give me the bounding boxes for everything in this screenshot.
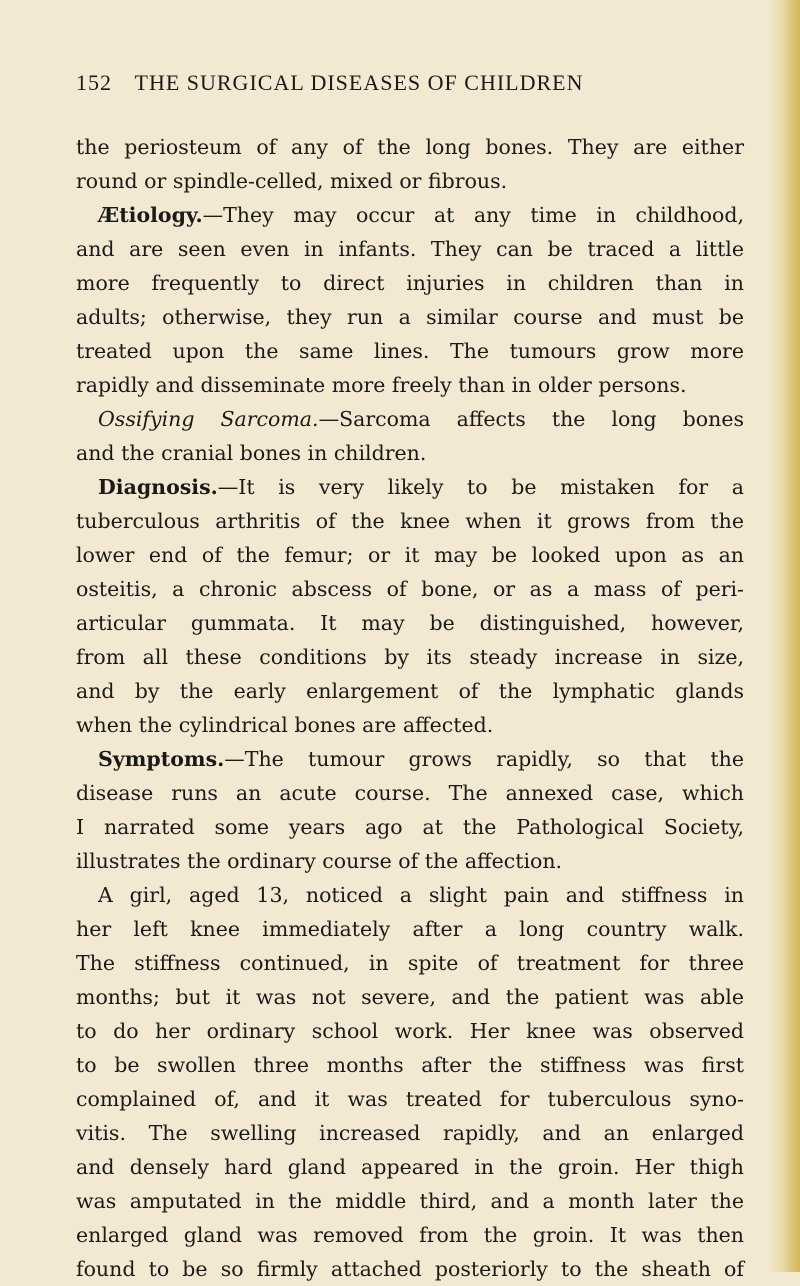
section-heading: Symptoms. [98, 747, 225, 771]
text-line [76, 436, 744, 470]
text-line [76, 640, 744, 674]
text-line [76, 1218, 744, 1252]
text-line [76, 1184, 744, 1218]
line-text: —Sarcoma affects the long bones [318, 407, 745, 431]
text-line [76, 1048, 744, 1082]
line-text: A girl, aged 13, noticed a slight pain and stiffness in [98, 883, 744, 907]
line-text: The stiffness continued, in spite of treatment for three [76, 951, 744, 975]
line-text: —It is very likely to be mistaken for a [217, 475, 744, 499]
line-text: osteitis, a chronic abscess of bone, or as a mass of peri- [76, 577, 744, 601]
text-line [76, 844, 744, 878]
line-text: lower end of the femur; or it may be looked upon as an [76, 543, 744, 567]
text-line [76, 606, 744, 640]
line-text: adults; otherwise, they run a similar course and must be [76, 305, 744, 329]
line-text: round or spindle-celled, mixed or fibrous. [76, 169, 508, 193]
line-text: illustrates the ordinary course of the affection. [76, 849, 563, 873]
text-line [76, 810, 744, 844]
line-text: tuberculous arthritis of the knee when it grows from the [76, 509, 744, 533]
line-text: the periosteum of any of the long bones. They are either [76, 135, 744, 159]
line-text: treated upon the same lines. The tumours grow more [76, 339, 744, 363]
page-number: 152 [76, 70, 112, 95]
line-text: and are seen even in infants. They can be traced a little [76, 237, 744, 261]
line-text: from all these conditions by its steady increase in size, [76, 645, 744, 669]
line-text: her left knee immediately after a long country walk. [76, 917, 744, 941]
line-text: rapidly and disseminate more freely than in older persons. [76, 373, 687, 397]
text-line [76, 708, 744, 742]
line-text: disease runs an acute course. The annexed case, which [76, 781, 744, 805]
line-text: I narrated some years ago at the Pathological Society, [76, 815, 744, 839]
text-line [76, 878, 744, 912]
text-line [76, 1082, 744, 1116]
text-line [76, 368, 744, 402]
text-line [76, 504, 744, 538]
line-text: and densely hard gland appeared in the groin. Her thigh [76, 1155, 744, 1179]
line-text: to do her ordinary school work. Her knee was observed [76, 1019, 744, 1043]
text-line [76, 742, 744, 776]
page-header [76, 70, 756, 106]
text-line [76, 980, 744, 1014]
section-heading: Ætiology. [98, 203, 203, 227]
text-line [76, 266, 744, 300]
page-edge-shading [766, 0, 800, 1272]
line-text: —The tumour grows rapidly, so that the [224, 747, 744, 771]
line-text: found to be so firmly attached posteriorly to the sheath of [76, 1257, 744, 1281]
text-line [76, 776, 744, 810]
text-line [76, 198, 744, 232]
line-text: to be swollen three months after the stiffness was first [76, 1053, 744, 1077]
text-line [76, 1252, 744, 1286]
text-line [76, 232, 744, 266]
line-text: when the cylindrical bones are affected. [76, 713, 494, 737]
line-text: articular gummata. It may be distinguished, however, [76, 611, 744, 635]
running-title: THE SURGICAL DISEASES OF CHILDREN [134, 70, 584, 95]
line-text: months; but it was not severe, and the patient was able [76, 985, 744, 1009]
text-line [76, 1116, 744, 1150]
line-text: and by the early enlargement of the lymphatic glands [76, 679, 744, 703]
text-line [76, 572, 744, 606]
text-line [76, 912, 744, 946]
line-text: enlarged gland was removed from the groin. It was then [76, 1223, 744, 1247]
text-line [76, 946, 744, 980]
line-text: and the cranial bones in children. [76, 441, 427, 465]
text-line [76, 538, 744, 572]
line-text: complained of, and it was treated for tuberculous syno- [76, 1087, 744, 1111]
subsection-heading: Ossifying Sarcoma. [98, 407, 319, 431]
text-line [76, 1150, 744, 1184]
text-line [76, 470, 744, 504]
line-text: more frequently to direct injuries in children than in [76, 271, 744, 295]
body-text [76, 130, 744, 1286]
line-text: was amputated in the middle third, and a month later the [76, 1189, 744, 1213]
text-line [76, 334, 744, 368]
text-line [76, 164, 744, 198]
line-text: vitis. The swelling increased rapidly, and an enlarged [76, 1121, 744, 1145]
text-line [76, 402, 744, 436]
text-line [76, 300, 744, 334]
section-heading: Diagnosis. [98, 475, 218, 499]
line-text: —They may occur at any time in childhood, [202, 203, 744, 227]
text-line [76, 674, 744, 708]
text-line [76, 1014, 744, 1048]
text-line [76, 130, 744, 164]
